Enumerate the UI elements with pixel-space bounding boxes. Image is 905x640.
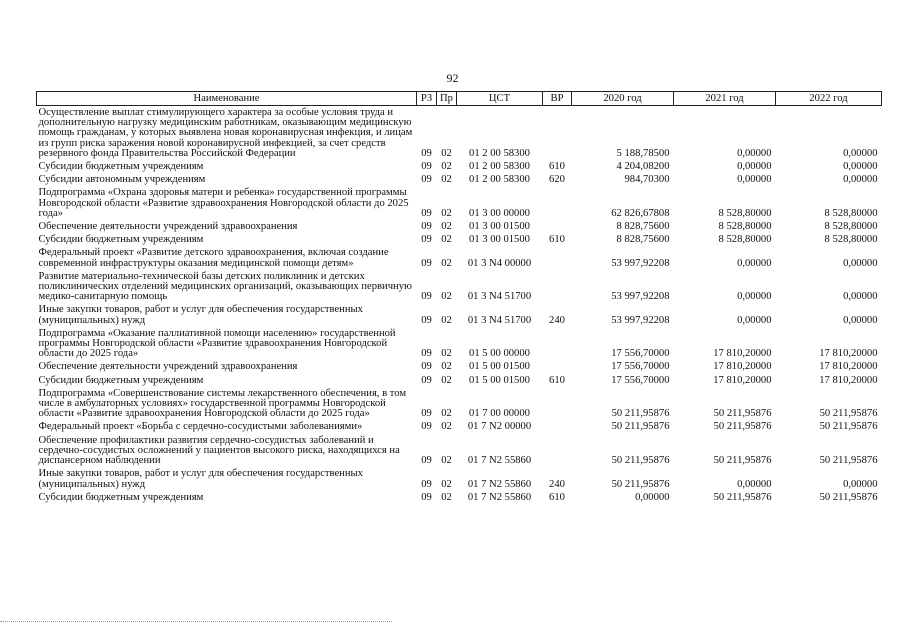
table-row bbox=[37, 186, 882, 220]
table-row bbox=[37, 303, 882, 326]
cell-cst: 01 5 00 01500 bbox=[469, 361, 530, 373]
cell-pr: 02 bbox=[441, 455, 452, 467]
cell-pr: 02 bbox=[441, 421, 452, 433]
cell-cst: 01 2 00 58300 bbox=[469, 161, 530, 173]
cell-vr bbox=[543, 106, 572, 161]
cell-2021: 17 810,20000 bbox=[713, 361, 772, 373]
cell-2022: 8 528,80000 bbox=[824, 221, 878, 233]
cell-2022: 8 528,80000 bbox=[824, 207, 878, 219]
cell-pr: 02 bbox=[441, 314, 452, 326]
cell-vr bbox=[543, 246, 572, 269]
cell-name: Иные закупки товаров, работ и услуг для обеспечения государственных (муниципальных) нужд bbox=[38, 468, 363, 490]
cell-2020: 17 556,70000 bbox=[611, 374, 670, 386]
cell-2021: 17 810,20000 bbox=[713, 374, 772, 386]
cell-2021: 50 211,95876 bbox=[713, 491, 772, 503]
cell-rz: 09 bbox=[421, 314, 432, 326]
cell-cst: 01 7 00 00000 bbox=[469, 408, 530, 420]
cell-cst: 01 7 N2 00000 bbox=[467, 421, 532, 433]
cell-vr: 240 bbox=[549, 478, 565, 490]
cell-vr bbox=[543, 327, 572, 361]
cell-2021: 0,00000 bbox=[737, 257, 772, 269]
cell-vr bbox=[543, 186, 572, 220]
cell-2022: 0,00000 bbox=[843, 314, 878, 326]
cell-2020: 50 211,95876 bbox=[611, 478, 670, 490]
table-row bbox=[37, 246, 882, 269]
cell-rz: 09 bbox=[421, 491, 432, 503]
cell-pr: 02 bbox=[441, 257, 452, 269]
cell-rz: 09 bbox=[421, 421, 432, 433]
cell-name: Субсидии автономным учреждениям bbox=[38, 174, 206, 186]
cell-pr: 02 bbox=[441, 147, 452, 159]
cell-pr: 02 bbox=[441, 491, 452, 503]
cell-2021: 8 528,80000 bbox=[718, 221, 772, 233]
cell-pr: 02 bbox=[441, 374, 452, 386]
cell-rz: 09 bbox=[421, 455, 432, 467]
cell-cst: 01 5 00 01500 bbox=[469, 374, 530, 386]
table-row bbox=[37, 220, 882, 233]
cell-2022: 0,00000 bbox=[843, 257, 878, 269]
cell-rz: 09 bbox=[421, 207, 432, 219]
cell-2020: 17 556,70000 bbox=[611, 361, 670, 373]
cell-2022: 50 211,95876 bbox=[819, 421, 878, 433]
cell-2020: 50 211,95876 bbox=[611, 455, 670, 467]
cell-rz: 09 bbox=[421, 174, 432, 186]
table-row bbox=[37, 160, 882, 173]
cell-2021: 8 528,80000 bbox=[718, 207, 772, 219]
cell-2020: 53 997,92208 bbox=[611, 314, 670, 326]
cell-2022: 0,00000 bbox=[843, 478, 878, 490]
table-header-row bbox=[37, 92, 882, 106]
cell-2021: 0,00000 bbox=[737, 291, 772, 303]
cell-2022: 17 810,20000 bbox=[819, 348, 878, 360]
table-row bbox=[37, 233, 882, 246]
cell-cst: 01 3 00 01500 bbox=[469, 221, 530, 233]
cell-2020: 50 211,95876 bbox=[611, 408, 670, 420]
cell-cst: 01 3 N4 51700 bbox=[467, 314, 532, 326]
cell-name: Федеральный проект «Развитие детского здравоохранения, включая создание современной инфраструктуры оказания медицинской помощи детям» bbox=[38, 247, 389, 269]
cell-2020: 5 188,78500 bbox=[616, 147, 670, 159]
cell-2022: 0,00000 bbox=[843, 291, 878, 303]
table-row bbox=[37, 270, 882, 304]
cell-vr: 620 bbox=[549, 174, 565, 186]
cell-2021: 17 810,20000 bbox=[713, 348, 772, 360]
cell-2020: 53 997,92208 bbox=[611, 257, 670, 269]
header-cst: ЦСТ bbox=[457, 92, 543, 106]
cell-vr bbox=[543, 360, 572, 373]
cell-pr: 02 bbox=[441, 207, 452, 219]
cell-vr bbox=[543, 434, 572, 468]
header-2022: 2022 год bbox=[776, 92, 882, 106]
cell-rz: 09 bbox=[421, 221, 432, 233]
cell-cst: 01 3 00 01500 bbox=[469, 234, 530, 246]
cell-2021: 8 528,80000 bbox=[718, 234, 772, 246]
cell-2020: 8 828,75600 bbox=[616, 234, 670, 246]
cell-2020: 17 556,70000 bbox=[611, 348, 670, 360]
cell-name: Субсидии бюджетным учреждениям bbox=[38, 234, 204, 246]
cell-cst: 01 3 N4 51700 bbox=[467, 291, 532, 303]
cell-2022: 0,00000 bbox=[843, 174, 878, 186]
cell-vr: 610 bbox=[549, 374, 565, 386]
cell-name: Обеспечение деятельности учреждений здравоохранения bbox=[38, 361, 298, 373]
cell-name: Федеральный проект «Борьба с сердечно-сосудистыми заболеваниями» bbox=[38, 421, 363, 433]
cell-2020: 8 828,75600 bbox=[616, 221, 670, 233]
cell-2022: 50 211,95876 bbox=[819, 455, 878, 467]
cell-2020: 0,00000 bbox=[635, 491, 670, 503]
header-2021: 2021 год bbox=[674, 92, 776, 106]
cell-2022: 17 810,20000 bbox=[819, 374, 878, 386]
cell-name: Иные закупки товаров, работ и услуг для обеспечения государственных (муниципальных) нужд bbox=[38, 304, 363, 326]
cell-rz: 09 bbox=[421, 291, 432, 303]
cell-vr: 610 bbox=[549, 234, 565, 246]
cell-name: Обеспечение профилактики развития сердечно-сосудистых заболеваний и сердечно-сосудистых осложнений у пациентов высокого риска, находящихся на диспансерном наблюдении bbox=[38, 434, 400, 467]
table-row bbox=[37, 173, 882, 186]
cell-2021: 0,00000 bbox=[737, 478, 772, 490]
cell-vr bbox=[543, 420, 572, 433]
cell-pr: 02 bbox=[441, 174, 452, 186]
header-2020: 2020 год bbox=[572, 92, 674, 106]
cell-2021: 50 211,95876 bbox=[713, 421, 772, 433]
cell-2022: 50 211,95876 bbox=[819, 408, 878, 420]
table-row bbox=[37, 467, 882, 490]
header-rz: РЗ bbox=[417, 92, 437, 106]
cell-rz: 09 bbox=[421, 408, 432, 420]
header-vr: ВР bbox=[543, 92, 572, 106]
cell-vr bbox=[543, 270, 572, 304]
table-row bbox=[37, 491, 882, 504]
cell-pr: 02 bbox=[441, 408, 452, 420]
cell-name: Субсидии бюджетным учреждениям bbox=[38, 491, 204, 503]
cell-cst: 01 2 00 58300 bbox=[469, 147, 530, 159]
cell-cst: 01 3 N4 00000 bbox=[467, 257, 532, 269]
cell-pr: 02 bbox=[441, 161, 452, 173]
cell-2021: 50 211,95876 bbox=[713, 408, 772, 420]
cell-2022: 8 528,80000 bbox=[824, 234, 878, 246]
cell-cst: 01 2 00 58300 bbox=[469, 174, 530, 186]
cell-vr: 240 bbox=[549, 314, 565, 326]
cell-2021: 50 211,95876 bbox=[713, 455, 772, 467]
cell-cst: 01 7 N2 55860 bbox=[467, 478, 532, 490]
cell-rz: 09 bbox=[421, 161, 432, 173]
cell-2020: 53 997,92208 bbox=[611, 291, 670, 303]
table-row bbox=[37, 360, 882, 373]
cell-vr bbox=[543, 387, 572, 421]
budget-table bbox=[36, 91, 882, 504]
footer-rule bbox=[0, 621, 392, 622]
cell-rz: 09 bbox=[421, 257, 432, 269]
cell-cst: 01 7 N2 55860 bbox=[467, 491, 532, 503]
cell-rz: 09 bbox=[421, 348, 432, 360]
cell-name: Осуществление выплат стимулирующего характера за особые условия труда и дополнительную нагрузку медицинским работникам, оказывающим медицинскую помощь гражданам, у которых выявлена новая коронавирусная инфекция, и лицам из групп риска заражения новой коронавирусной инфекцией, за счет средств резервного фонда Правительства Российской Федерации bbox=[38, 107, 413, 159]
cell-2022: 0,00000 bbox=[843, 161, 878, 173]
cell-2021: 0,00000 bbox=[737, 314, 772, 326]
cell-vr: 610 bbox=[549, 161, 565, 173]
cell-2020: 984,70300 bbox=[624, 174, 670, 186]
table-row bbox=[37, 327, 882, 361]
cell-name: Обеспечение деятельности учреждений здравоохранения bbox=[38, 221, 298, 233]
cell-name: Подпрограмма «Охрана здоровья матери и ребенка» государственной программы Новгородской области «Развитие здравоохранения Новгородской области до 2025 года» bbox=[38, 187, 409, 219]
cell-pr: 02 bbox=[441, 348, 452, 360]
cell-name: Подпрограмма «Совершенствование системы лекарственного обеспечения, в том числе в амбулаторных условиях» государственной программы Новгородской области «Развитие здравоохранения Новгородской области до 2025 года» bbox=[38, 387, 407, 420]
cell-2021: 0,00000 bbox=[737, 147, 772, 159]
cell-2022: 0,00000 bbox=[843, 147, 878, 159]
cell-pr: 02 bbox=[441, 234, 452, 246]
cell-rz: 09 bbox=[421, 478, 432, 490]
cell-2022: 50 211,95876 bbox=[819, 491, 878, 503]
cell-rz: 09 bbox=[421, 361, 432, 373]
cell-vr bbox=[543, 220, 572, 233]
page-number: 92 bbox=[446, 71, 459, 85]
cell-cst: 01 3 00 00000 bbox=[469, 207, 530, 219]
header-name: Наименование bbox=[37, 92, 417, 106]
cell-2021: 0,00000 bbox=[737, 174, 772, 186]
cell-name: Подпрограмма «Оказание паллиативной помощи населению» государственной программы Новгородской области «Развитие здравоохранения Новгородской области до 2025 года» bbox=[38, 327, 396, 360]
cell-name: Субсидии бюджетным учреждениям bbox=[38, 161, 204, 173]
cell-cst: 01 5 00 00000 bbox=[469, 348, 530, 360]
table-row bbox=[37, 387, 882, 421]
cell-2020: 50 211,95876 bbox=[611, 421, 670, 433]
table-row bbox=[37, 420, 882, 433]
cell-pr: 02 bbox=[441, 361, 452, 373]
cell-2020: 62 826,67808 bbox=[611, 207, 670, 219]
cell-pr: 02 bbox=[441, 478, 452, 490]
table-row bbox=[37, 374, 882, 387]
cell-2022: 17 810,20000 bbox=[819, 361, 878, 373]
cell-2021: 0,00000 bbox=[737, 161, 772, 173]
cell-cst: 01 7 N2 55860 bbox=[467, 455, 532, 467]
cell-name: Развитие материально-технической базы детских поликлиник и детских поликлинических отделений медицинских организаций, оказывающих первичную медико-санитарную помощь bbox=[38, 270, 412, 303]
cell-pr: 02 bbox=[441, 291, 452, 303]
table-row bbox=[37, 434, 882, 468]
cell-rz: 09 bbox=[421, 234, 432, 246]
cell-rz: 09 bbox=[421, 374, 432, 386]
cell-vr: 610 bbox=[549, 491, 565, 503]
header-pr: Пр bbox=[437, 92, 457, 106]
cell-pr: 02 bbox=[441, 221, 452, 233]
cell-2020: 4 204,08200 bbox=[616, 161, 670, 173]
cell-name: Субсидии бюджетным учреждениям bbox=[38, 374, 204, 386]
cell-rz: 09 bbox=[421, 147, 432, 159]
table-row bbox=[37, 106, 882, 161]
